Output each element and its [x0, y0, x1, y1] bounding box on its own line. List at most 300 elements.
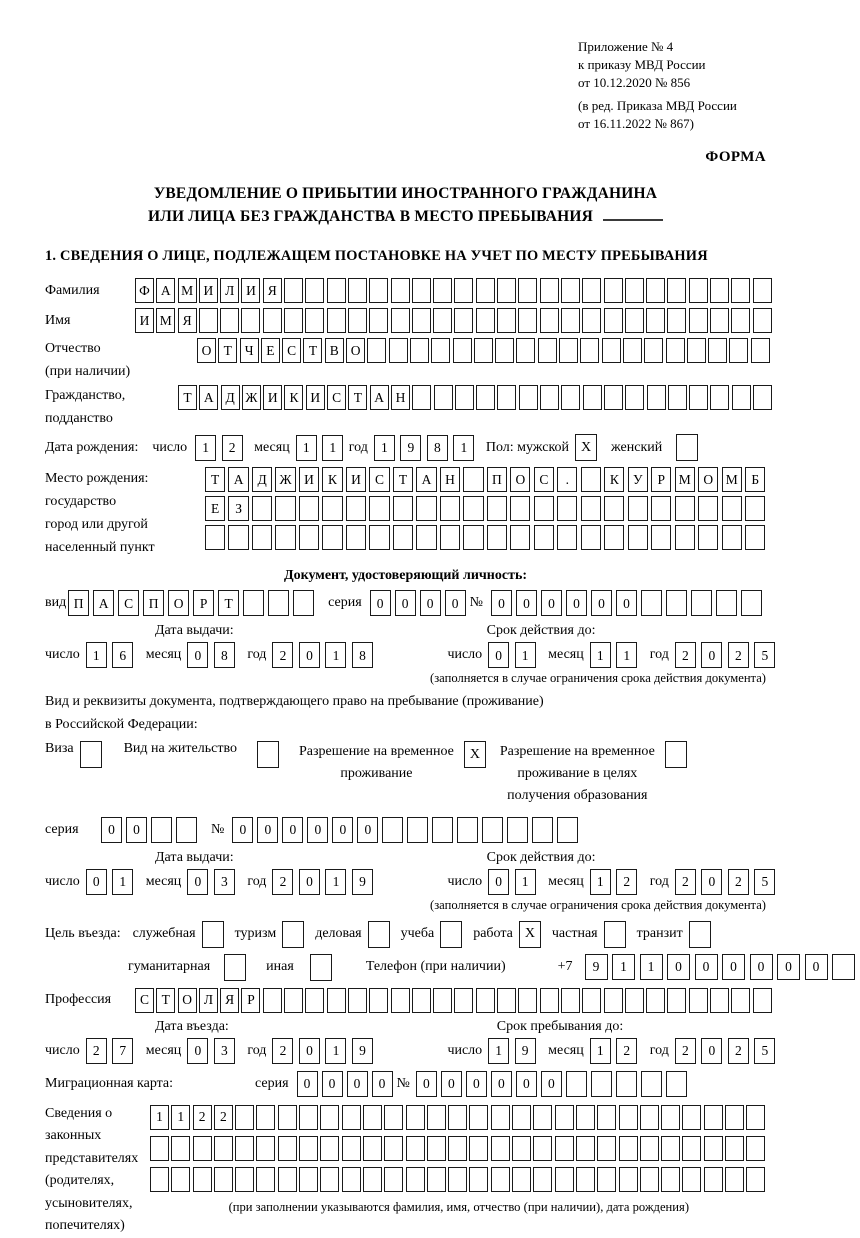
char-cell[interactable]: С [534, 467, 554, 492]
char-cell[interactable] [342, 1136, 361, 1161]
residence-valid-day-boxes[interactable] [488, 869, 541, 895]
char-cell[interactable] [305, 988, 324, 1013]
char-cell[interactable] [540, 988, 559, 1013]
char-cell[interactable] [495, 338, 514, 363]
char-cell[interactable] [591, 1071, 612, 1097]
char-cell[interactable] [256, 1105, 275, 1130]
char-cell[interactable] [275, 525, 295, 550]
char-cell[interactable] [668, 385, 687, 410]
char-cell[interactable]: 1 [325, 642, 346, 668]
char-cell[interactable]: Т [218, 590, 239, 616]
char-cell[interactable]: У [628, 467, 648, 492]
char-cell[interactable] [469, 1167, 488, 1192]
char-cell[interactable] [516, 338, 535, 363]
char-cell[interactable] [538, 338, 557, 363]
char-cell[interactable] [704, 1105, 723, 1130]
birth-day-boxes[interactable] [195, 435, 248, 461]
char-cell[interactable] [491, 1167, 510, 1192]
char-cell[interactable]: 0 [347, 1071, 368, 1097]
char-cell[interactable] [491, 1105, 510, 1130]
char-cell[interactable] [320, 1167, 339, 1192]
char-cell[interactable] [406, 1136, 425, 1161]
sex-male-checkbox[interactable] [575, 434, 597, 461]
char-cell[interactable] [741, 590, 762, 616]
char-cell[interactable] [282, 921, 304, 948]
char-cell[interactable] [299, 1136, 318, 1161]
char-cell[interactable]: 0 [491, 590, 512, 616]
char-cell[interactable] [454, 988, 473, 1013]
char-cell[interactable]: М [675, 467, 695, 492]
char-cell[interactable] [710, 308, 729, 333]
temp-residence-checkbox[interactable] [464, 741, 486, 768]
char-cell[interactable] [469, 1105, 488, 1130]
char-cell[interactable] [581, 467, 601, 492]
char-cell[interactable] [243, 590, 264, 616]
char-cell[interactable]: 0 [282, 817, 303, 843]
char-cell[interactable] [510, 496, 530, 521]
char-cell[interactable] [363, 1167, 382, 1192]
char-cell[interactable] [689, 988, 708, 1013]
char-cell[interactable]: В [325, 338, 344, 363]
char-cell[interactable] [619, 1105, 638, 1130]
char-cell[interactable]: Т [303, 338, 322, 363]
char-cell[interactable] [406, 1167, 425, 1192]
char-cell[interactable] [482, 817, 503, 843]
char-cell[interactable] [299, 1167, 318, 1192]
guardians-row3[interactable] [150, 1167, 768, 1192]
char-cell[interactable]: А [416, 467, 436, 492]
visa-checkbox[interactable] [80, 741, 102, 768]
char-cell[interactable] [433, 308, 452, 333]
char-cell[interactable] [832, 954, 855, 980]
char-cell[interactable] [278, 1167, 297, 1192]
char-cell[interactable]: 0 [805, 954, 828, 980]
char-cell[interactable] [278, 1105, 297, 1130]
char-cell[interactable]: Н [391, 385, 410, 410]
char-cell[interactable] [732, 385, 751, 410]
char-cell[interactable] [619, 1167, 638, 1192]
purpose-transit-checkbox[interactable] [689, 921, 711, 948]
char-cell[interactable]: Т [178, 385, 197, 410]
char-cell[interactable] [582, 988, 601, 1013]
char-cell[interactable] [440, 496, 460, 521]
char-cell[interactable] [252, 525, 272, 550]
char-cell[interactable] [176, 817, 197, 843]
char-cell[interactable] [368, 921, 390, 948]
char-cell[interactable]: О [178, 988, 197, 1013]
char-cell[interactable] [561, 988, 580, 1013]
char-cell[interactable] [322, 496, 342, 521]
char-cell[interactable]: 0 [516, 590, 537, 616]
char-cell[interactable] [463, 525, 483, 550]
char-cell[interactable] [497, 385, 516, 410]
char-cell[interactable]: 1 [325, 1038, 346, 1064]
char-cell[interactable]: Р [193, 590, 214, 616]
char-cell[interactable] [561, 278, 580, 303]
char-cell[interactable]: О [197, 338, 216, 363]
birth-month-boxes[interactable] [296, 435, 349, 461]
guardians-row2[interactable] [150, 1136, 768, 1161]
char-cell[interactable]: 0 [299, 869, 320, 895]
char-cell[interactable]: 0 [299, 642, 320, 668]
patronymic-boxes[interactable] [197, 338, 772, 363]
doc-valid-day-boxes[interactable] [488, 642, 541, 668]
residence-series-boxes[interactable] [101, 817, 201, 843]
residence-valid-year-boxes[interactable] [675, 869, 781, 895]
char-cell[interactable]: X [464, 741, 486, 768]
char-cell[interactable] [676, 434, 698, 461]
char-cell[interactable]: 0 [307, 817, 328, 843]
doc-kind-boxes[interactable] [68, 590, 318, 616]
char-cell[interactable] [540, 385, 559, 410]
char-cell[interactable] [533, 1136, 552, 1161]
char-cell[interactable]: 2 [193, 1105, 212, 1130]
char-cell[interactable]: 0 [420, 590, 441, 616]
birth-place-row1[interactable] [205, 467, 769, 492]
char-cell[interactable] [576, 1167, 595, 1192]
char-cell[interactable] [346, 496, 366, 521]
char-cell[interactable]: Л [220, 278, 239, 303]
char-cell[interactable] [384, 1105, 403, 1130]
char-cell[interactable] [369, 496, 389, 521]
char-cell[interactable]: К [284, 385, 303, 410]
char-cell[interactable] [263, 308, 282, 333]
char-cell[interactable] [512, 1167, 531, 1192]
char-cell[interactable] [453, 338, 472, 363]
char-cell[interactable]: . [557, 467, 577, 492]
char-cell[interactable] [369, 278, 388, 303]
char-cell[interactable] [256, 1136, 275, 1161]
char-cell[interactable] [348, 308, 367, 333]
char-cell[interactable]: И [241, 278, 260, 303]
char-cell[interactable] [427, 1167, 446, 1192]
char-cell[interactable] [651, 496, 671, 521]
char-cell[interactable] [576, 1105, 595, 1130]
char-cell[interactable]: О [346, 338, 365, 363]
char-cell[interactable] [327, 308, 346, 333]
char-cell[interactable] [476, 988, 495, 1013]
char-cell[interactable]: 0 [370, 590, 391, 616]
char-cell[interactable]: 0 [667, 954, 690, 980]
char-cell[interactable]: 1 [515, 869, 536, 895]
char-cell[interactable] [193, 1167, 212, 1192]
char-cell[interactable] [241, 308, 260, 333]
entry-day-boxes[interactable] [86, 1038, 139, 1064]
entry-month-boxes[interactable] [187, 1038, 240, 1064]
char-cell[interactable] [710, 988, 729, 1013]
char-cell[interactable]: А [199, 385, 218, 410]
char-cell[interactable]: 2 [675, 1038, 696, 1064]
char-cell[interactable]: 0 [488, 642, 509, 668]
char-cell[interactable] [580, 338, 599, 363]
char-cell[interactable] [407, 817, 428, 843]
char-cell[interactable] [427, 1136, 446, 1161]
char-cell[interactable] [661, 1167, 680, 1192]
char-cell[interactable] [682, 1167, 701, 1192]
char-cell[interactable] [476, 385, 495, 410]
char-cell[interactable] [463, 496, 483, 521]
char-cell[interactable]: 9 [515, 1038, 536, 1064]
char-cell[interactable] [256, 1167, 275, 1192]
char-cell[interactable] [581, 525, 601, 550]
char-cell[interactable] [214, 1136, 233, 1161]
char-cell[interactable]: И [199, 278, 218, 303]
char-cell[interactable]: 9 [585, 954, 608, 980]
char-cell[interactable]: X [575, 434, 597, 461]
char-cell[interactable] [716, 590, 737, 616]
char-cell[interactable] [646, 308, 665, 333]
char-cell[interactable] [604, 385, 623, 410]
char-cell[interactable]: А [93, 590, 114, 616]
char-cell[interactable] [745, 525, 765, 550]
char-cell[interactable] [391, 278, 410, 303]
char-cell[interactable] [268, 590, 289, 616]
char-cell[interactable]: 1 [515, 642, 536, 668]
char-cell[interactable]: 2 [728, 1038, 749, 1064]
char-cell[interactable]: 2 [728, 869, 749, 895]
char-cell[interactable]: 0 [566, 590, 587, 616]
char-cell[interactable]: 0 [332, 817, 353, 843]
char-cell[interactable]: 0 [466, 1071, 487, 1097]
char-cell[interactable] [604, 278, 623, 303]
char-cell[interactable]: 0 [445, 590, 466, 616]
char-cell[interactable] [722, 525, 742, 550]
char-cell[interactable] [346, 525, 366, 550]
char-cell[interactable] [731, 988, 750, 1013]
char-cell[interactable] [689, 921, 711, 948]
char-cell[interactable]: Т [205, 467, 225, 492]
char-cell[interactable]: И [299, 467, 319, 492]
phone-boxes[interactable] [585, 954, 860, 980]
char-cell[interactable]: 0 [488, 869, 509, 895]
char-cell[interactable] [725, 1105, 744, 1130]
char-cell[interactable]: 1 [590, 1038, 611, 1064]
char-cell[interactable] [348, 278, 367, 303]
char-cell[interactable] [293, 590, 314, 616]
char-cell[interactable] [220, 308, 239, 333]
char-cell[interactable] [235, 1136, 254, 1161]
char-cell[interactable]: 0 [616, 590, 637, 616]
char-cell[interactable]: 0 [372, 1071, 393, 1097]
char-cell[interactable] [391, 988, 410, 1013]
char-cell[interactable] [602, 338, 621, 363]
char-cell[interactable] [689, 385, 708, 410]
char-cell[interactable]: И [263, 385, 282, 410]
purpose-official-checkbox[interactable] [202, 921, 224, 948]
char-cell[interactable] [310, 954, 332, 981]
char-cell[interactable] [284, 988, 303, 1013]
char-cell[interactable] [597, 1136, 616, 1161]
char-cell[interactable]: Д [252, 467, 272, 492]
char-cell[interactable] [228, 525, 248, 550]
char-cell[interactable] [235, 1105, 254, 1130]
char-cell[interactable] [576, 1136, 595, 1161]
char-cell[interactable] [746, 1105, 765, 1130]
char-cell[interactable]: И [135, 308, 154, 333]
doc-valid-year-boxes[interactable] [675, 642, 781, 668]
char-cell[interactable]: И [346, 467, 366, 492]
char-cell[interactable]: С [369, 467, 389, 492]
char-cell[interactable] [384, 1136, 403, 1161]
char-cell[interactable] [469, 1136, 488, 1161]
purpose-private-checkbox[interactable] [604, 921, 626, 948]
char-cell[interactable]: Я [178, 308, 197, 333]
char-cell[interactable] [725, 1136, 744, 1161]
char-cell[interactable] [616, 1071, 637, 1097]
char-cell[interactable] [534, 496, 554, 521]
char-cell[interactable]: И [306, 385, 325, 410]
char-cell[interactable] [651, 525, 671, 550]
char-cell[interactable]: П [143, 590, 164, 616]
char-cell[interactable]: Т [393, 467, 413, 492]
char-cell[interactable] [363, 1136, 382, 1161]
char-cell[interactable]: Т [348, 385, 367, 410]
char-cell[interactable] [487, 525, 507, 550]
char-cell[interactable] [561, 385, 580, 410]
char-cell[interactable] [342, 1167, 361, 1192]
char-cell[interactable]: С [282, 338, 301, 363]
char-cell[interactable] [682, 1136, 701, 1161]
char-cell[interactable] [389, 338, 408, 363]
char-cell[interactable] [534, 525, 554, 550]
char-cell[interactable] [745, 496, 765, 521]
char-cell[interactable] [322, 525, 342, 550]
migration-number-boxes[interactable] [416, 1071, 691, 1097]
char-cell[interactable]: 0 [297, 1071, 318, 1097]
char-cell[interactable] [751, 338, 770, 363]
name-boxes[interactable] [135, 308, 774, 333]
char-cell[interactable]: 0 [187, 642, 208, 668]
char-cell[interactable] [665, 741, 687, 768]
char-cell[interactable]: 0 [701, 642, 722, 668]
char-cell[interactable]: 2 [272, 642, 293, 668]
char-cell[interactable]: 8 [214, 642, 235, 668]
char-cell[interactable] [666, 1071, 687, 1097]
char-cell[interactable] [278, 1136, 297, 1161]
char-cell[interactable] [518, 308, 537, 333]
char-cell[interactable]: 1 [325, 869, 346, 895]
char-cell[interactable] [252, 496, 272, 521]
char-cell[interactable]: 1 [112, 869, 133, 895]
char-cell[interactable]: 0 [299, 1038, 320, 1064]
birth-place-row3[interactable] [205, 525, 769, 550]
char-cell[interactable]: Я [263, 278, 282, 303]
char-cell[interactable]: Н [440, 467, 460, 492]
char-cell[interactable] [440, 525, 460, 550]
char-cell[interactable]: 6 [112, 642, 133, 668]
char-cell[interactable]: 0 [416, 1071, 437, 1097]
char-cell[interactable] [193, 1136, 212, 1161]
doc-series-boxes[interactable] [370, 590, 470, 616]
char-cell[interactable]: 1 [616, 642, 637, 668]
char-cell[interactable] [646, 278, 665, 303]
char-cell[interactable] [275, 496, 295, 521]
char-cell[interactable] [171, 1167, 190, 1192]
char-cell[interactable] [487, 496, 507, 521]
char-cell[interactable] [708, 338, 727, 363]
citizenship-boxes[interactable] [178, 385, 774, 410]
char-cell[interactable] [698, 525, 718, 550]
char-cell[interactable] [433, 278, 452, 303]
char-cell[interactable] [235, 1167, 254, 1192]
char-cell[interactable]: 1 [453, 435, 474, 461]
purpose-study-checkbox[interactable] [440, 921, 462, 948]
char-cell[interactable] [199, 308, 218, 333]
temp-residence-education-checkbox[interactable] [665, 741, 687, 768]
sex-female-checkbox[interactable] [676, 434, 698, 461]
char-cell[interactable] [363, 1105, 382, 1130]
char-cell[interactable] [582, 278, 601, 303]
char-cell[interactable] [710, 385, 729, 410]
profession-boxes[interactable] [135, 988, 774, 1013]
char-cell[interactable] [491, 1136, 510, 1161]
char-cell[interactable] [557, 525, 577, 550]
char-cell[interactable] [410, 338, 429, 363]
char-cell[interactable] [519, 385, 538, 410]
char-cell[interactable] [725, 1167, 744, 1192]
char-cell[interactable]: М [178, 278, 197, 303]
char-cell[interactable]: 0 [86, 869, 107, 895]
char-cell[interactable]: 8 [427, 435, 448, 461]
char-cell[interactable] [753, 278, 772, 303]
char-cell[interactable] [646, 988, 665, 1013]
char-cell[interactable] [497, 988, 516, 1013]
char-cell[interactable] [641, 1071, 662, 1097]
char-cell[interactable] [412, 385, 431, 410]
residence-number-boxes[interactable] [232, 817, 582, 843]
char-cell[interactable]: 0 [722, 954, 745, 980]
char-cell[interactable] [698, 496, 718, 521]
char-cell[interactable]: 1 [150, 1105, 169, 1130]
char-cell[interactable] [667, 278, 686, 303]
char-cell[interactable] [628, 525, 648, 550]
char-cell[interactable]: 0 [695, 954, 718, 980]
char-cell[interactable] [540, 278, 559, 303]
char-cell[interactable] [753, 988, 772, 1013]
char-cell[interactable]: 0 [126, 817, 147, 843]
char-cell[interactable] [305, 308, 324, 333]
doc-issue-month-boxes[interactable] [187, 642, 240, 668]
char-cell[interactable] [393, 525, 413, 550]
char-cell[interactable] [257, 741, 279, 768]
char-cell[interactable] [555, 1136, 574, 1161]
char-cell[interactable] [640, 1136, 659, 1161]
char-cell[interactable] [661, 1136, 680, 1161]
char-cell[interactable]: Е [205, 496, 225, 521]
char-cell[interactable]: О [510, 467, 530, 492]
char-cell[interactable] [476, 278, 495, 303]
char-cell[interactable]: С [135, 988, 154, 1013]
char-cell[interactable]: 1 [612, 954, 635, 980]
char-cell[interactable]: 0 [750, 954, 773, 980]
char-cell[interactable] [731, 308, 750, 333]
char-cell[interactable]: 0 [701, 869, 722, 895]
char-cell[interactable] [497, 278, 516, 303]
char-cell[interactable] [604, 525, 624, 550]
char-cell[interactable]: 1 [195, 435, 216, 461]
char-cell[interactable]: 2 [675, 642, 696, 668]
char-cell[interactable] [559, 338, 578, 363]
char-cell[interactable]: 0 [257, 817, 278, 843]
char-cell[interactable] [532, 817, 553, 843]
char-cell[interactable] [710, 278, 729, 303]
char-cell[interactable] [463, 467, 483, 492]
char-cell[interactable] [625, 308, 644, 333]
char-cell[interactable] [583, 385, 602, 410]
char-cell[interactable] [305, 278, 324, 303]
char-cell[interactable] [691, 590, 712, 616]
char-cell[interactable] [640, 1105, 659, 1130]
